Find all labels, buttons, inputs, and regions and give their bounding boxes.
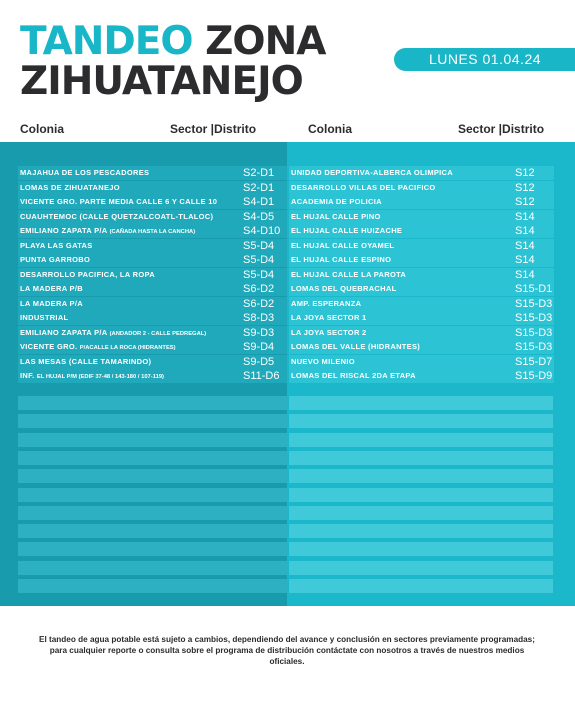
schedule-row (289, 326, 554, 340)
page-title-line2: ZIHUATANEJO (20, 59, 303, 104)
empty-row (289, 579, 553, 593)
schedule-row (18, 297, 288, 311)
schedule-row (289, 166, 554, 180)
right-colonia-header: Colonia (308, 122, 352, 136)
colonia-main-text: VICENTE GRO. PARTE MEDIA CALLE 6 Y CALLE 10 (20, 197, 218, 206)
schedule-row (18, 224, 288, 238)
colonia-name (291, 195, 382, 209)
colonia-main-text: EMILIANO ZAPATA P/A (20, 226, 110, 235)
sector-distrito: S6-D2 (243, 283, 275, 295)
empty-row (289, 414, 553, 428)
colonia-name (291, 268, 406, 282)
sector-distrito: S12 (515, 181, 535, 194)
colonia-main-text: INF. (20, 371, 37, 380)
schedule-row (18, 282, 288, 296)
colonia-name (20, 195, 217, 209)
colonia-main-text: LAS MESAS (CALLE TAMARINDO) (20, 356, 152, 366)
colonia-name (20, 166, 149, 180)
sector-distrito: S8-D3 (243, 312, 275, 324)
sector-distrito: S9-D5 (243, 355, 275, 368)
schedule-row (289, 355, 554, 369)
empty-row (18, 396, 288, 410)
colonia-main-text: EL HUJAL CALLE OYAMEL (291, 240, 395, 250)
colonia-name (291, 326, 367, 340)
schedule-row (18, 340, 288, 354)
colonia-main-text: PLAYA LAS GATAS (20, 240, 93, 250)
sector-distrito: S15-D9 (515, 370, 553, 382)
empty-row (289, 561, 553, 575)
empty-row (289, 396, 553, 410)
left-colonia-header: Colonia (20, 122, 64, 136)
empty-row (18, 451, 288, 465)
schedule-row (289, 253, 554, 267)
schedule-row (18, 326, 288, 340)
schedule-row (289, 297, 554, 311)
sector-distrito: S6-D2 (243, 297, 275, 310)
colonia-detail-text: (CAÑADA HASTA LA CANCHA) (109, 229, 196, 235)
colonia-name (291, 166, 453, 180)
colonia-name (291, 224, 402, 238)
sector-distrito: S4-D10 (243, 225, 281, 237)
schedule-row (289, 210, 554, 224)
colonia-main-text: ACADEMIA DE POLICIA (291, 197, 382, 206)
empty-row (289, 433, 553, 447)
colonia-main-text: LA JOYA SECTOR 2 (291, 327, 367, 337)
schedule-row (18, 369, 288, 383)
colonia-name (20, 224, 195, 238)
sector-distrito: S14 (515, 225, 535, 237)
colonia-name (291, 311, 367, 325)
sector-distrito: S15-D7 (515, 355, 553, 368)
colonia-main-text: LA MADERA P/A (20, 298, 83, 308)
colonia-main-text: CUAUHTEMOC (CALLE QUETZALCOATL-TLALOC) (20, 211, 214, 221)
sector-distrito: S12 (515, 196, 535, 208)
colonia-name (20, 340, 176, 354)
colonia-name (291, 253, 391, 267)
schedule-row (18, 355, 288, 369)
sector-distrito: S4-D1 (243, 196, 275, 208)
schedule-row (289, 311, 554, 325)
schedule-row (289, 224, 554, 238)
empty-row (289, 469, 553, 483)
schedule-row (18, 239, 288, 253)
sector-distrito: S2-D1 (243, 167, 275, 179)
colonia-main-text: LA MADERA P/B (20, 284, 83, 293)
sector-distrito: S14 (515, 210, 535, 223)
colonia-main-text: LOMAS DE ZIHUATANEJO (20, 182, 120, 192)
page-title-line1 (20, 19, 326, 64)
colonia-name (291, 282, 396, 296)
empty-row (289, 524, 553, 538)
empty-row (289, 451, 553, 465)
sector-distrito: S15-D3 (515, 326, 553, 339)
colonia-main-text: EL HUJAL CALLE LA PAROTA (291, 269, 407, 279)
schedule-row (18, 195, 288, 209)
left-sector-header: Sector |Distrito (170, 122, 257, 136)
empty-row (18, 488, 288, 502)
colonia-main-text: LOMAS DEL RISCAL 2DA ETAPA (291, 371, 416, 380)
schedule-row (289, 195, 554, 209)
empty-row (18, 469, 288, 483)
colonia-detail-text: P/ACALLE LA ROCA (HIDRANTES) (79, 345, 176, 351)
colonia-main-text: EMILIANO ZAPATA P/A (20, 327, 110, 337)
colonia-main-text: DESARROLLO VILLAS DEL PACIFICO (291, 182, 436, 192)
colonia-name (291, 340, 420, 354)
sector-distrito: S5-D4 (243, 268, 275, 281)
right-schedule-panel (287, 142, 575, 606)
colonia-main-text: EL HUJAL CALLE ESPINO (291, 255, 392, 264)
colonia-name (291, 355, 355, 369)
schedule-row (289, 282, 554, 296)
empty-row (289, 542, 553, 556)
colonia-main-text: LOMAS DEL VALLE (HIDRANTES) (291, 342, 421, 351)
sector-distrito: S12 (515, 167, 535, 179)
schedule-row (18, 181, 288, 195)
schedule-row (18, 253, 288, 267)
disclaimer-footer: El tandeo de agua potable está sujeto a cambios, dependiendo del avance y conclusión en sectores previamente programadas; para cualquier reporte o consulta sobre el programa de distribución contáctate con nosotros a través de nuestros medios oficiales. (39, 635, 535, 666)
title-dark-word: ZONA (205, 19, 326, 64)
schedule-row (289, 340, 554, 354)
date-badge: LUNES 01.04.24 (394, 48, 575, 71)
colonia-name (20, 268, 155, 282)
sector-distrito: S9-D4 (243, 341, 275, 353)
colonia-name (291, 369, 416, 383)
colonia-main-text: EL HUJAL CALLE PINO (291, 211, 381, 221)
colonia-name (20, 326, 206, 340)
sector-distrito: S14 (515, 254, 535, 266)
schedule-row (289, 369, 554, 383)
empty-row (18, 542, 288, 556)
sector-distrito: S14 (515, 239, 535, 252)
empty-row (18, 506, 288, 520)
left-schedule-panel (0, 142, 287, 606)
sector-distrito: S15-D3 (515, 297, 553, 310)
sector-distrito: S5-D4 (243, 254, 275, 266)
colonia-name (291, 181, 436, 195)
right-sector-header: Sector |Distrito (458, 122, 545, 136)
sector-distrito: S4-D5 (243, 210, 275, 223)
empty-row (289, 488, 553, 502)
colonia-name (291, 297, 361, 311)
colonia-main-text: LA JOYA SECTOR 1 (291, 313, 367, 322)
schedule-row (18, 166, 288, 180)
colonia-name (20, 210, 213, 224)
sector-distrito: S9-D3 (243, 326, 275, 339)
colonia-detail-text: (ANDADOR 2 - CALLE PEDREGAL) (109, 330, 207, 337)
sector-distrito: S15-D3 (515, 341, 553, 353)
sector-distrito: S11-D6 (243, 370, 280, 382)
colonia-main-text: NUEVO MILENIO (291, 356, 355, 366)
colonia-main-text: PUNTA GARROBO (20, 255, 91, 264)
colonia-main-text: LOMAS DEL QUEBRACHAL (291, 284, 397, 293)
colonia-name (20, 311, 68, 325)
colonia-main-text: INDUSTRIAL (20, 313, 69, 322)
colonia-name (20, 355, 151, 369)
colonia-name (20, 297, 83, 311)
colonia-name (20, 369, 164, 383)
colonia-main-text: AMP. ESPERANZA (291, 298, 362, 308)
schedule-row (18, 210, 288, 224)
sector-distrito: S2-D1 (243, 181, 275, 194)
colonia-name (291, 210, 381, 224)
schedule-row (289, 181, 554, 195)
sector-distrito: S15-D1 (515, 283, 553, 295)
colonia-main-text: EL HUJAL CALLE HUIZACHE (291, 226, 403, 235)
sector-distrito: S15-D3 (515, 312, 553, 324)
sector-distrito: S14 (515, 268, 535, 281)
colonia-main-text: VICENTE GRO. (20, 342, 80, 351)
schedule-row (18, 311, 288, 325)
colonia-name (20, 253, 90, 267)
schedule-row (289, 239, 554, 253)
colonia-name (20, 181, 120, 195)
colonia-name (20, 282, 83, 296)
empty-row (289, 506, 553, 520)
empty-row (18, 579, 288, 593)
empty-row (18, 414, 288, 428)
schedule-row (18, 268, 288, 282)
sector-distrito: S5-D4 (243, 239, 275, 252)
empty-row (18, 561, 288, 575)
schedule-row (289, 268, 554, 282)
colonia-main-text: MAJAHUA DE LOS PESCADORES (20, 168, 150, 177)
empty-row (18, 433, 288, 447)
empty-row (18, 524, 288, 538)
title-accent-word: TANDEO (20, 19, 193, 64)
colonia-main-text: UNIDAD DEPORTIVA-ALBERCA OLIMPICA (291, 168, 453, 177)
colonia-main-text: DESARROLLO PACIFICA, LA ROPA (20, 269, 155, 279)
colonia-name (291, 239, 394, 253)
colonia-detail-text: EL HUJAL P/M (EDIF 37-48 / 143-180 / 107-119) (36, 374, 164, 380)
colonia-name (20, 239, 93, 253)
